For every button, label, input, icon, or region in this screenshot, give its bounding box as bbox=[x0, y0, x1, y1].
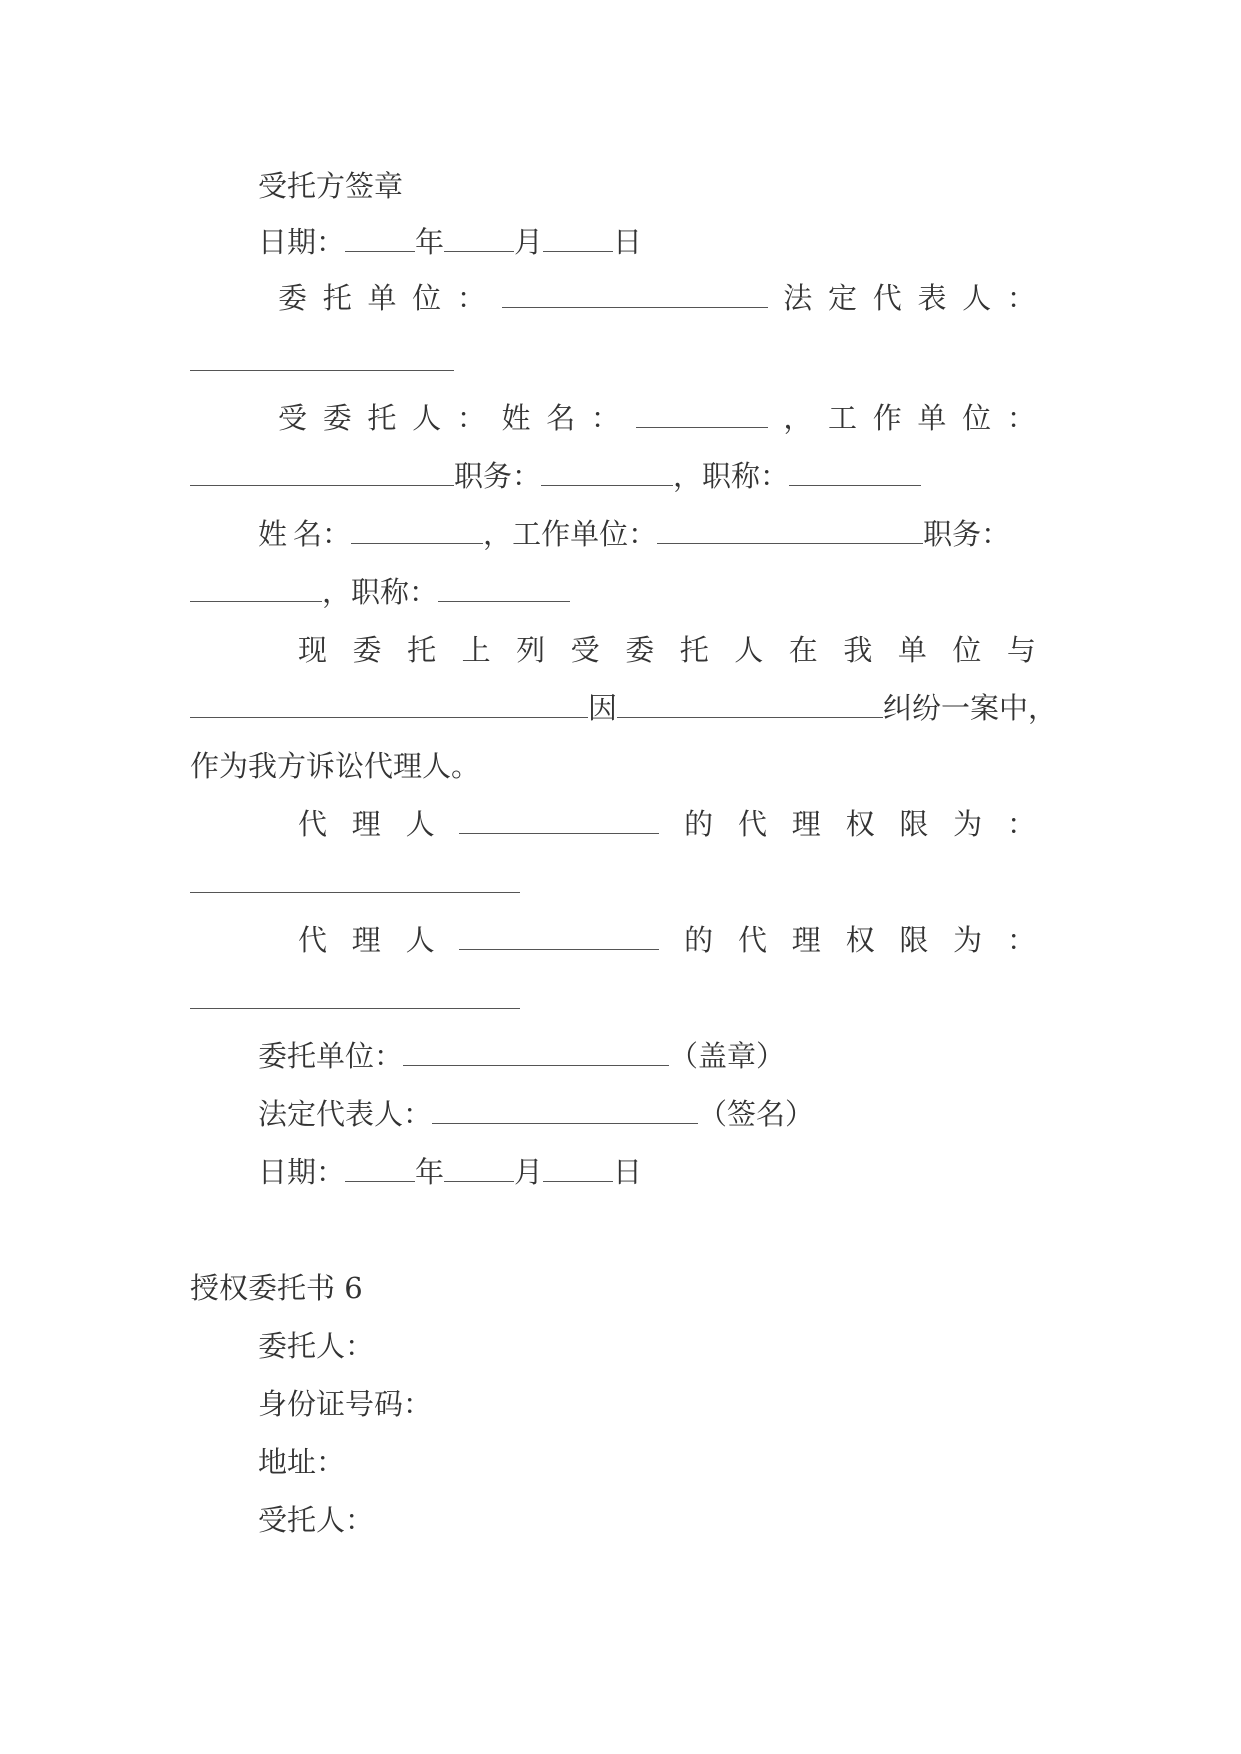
agent-label-char: ： bbox=[456, 401, 486, 435]
authority-char: 限 bbox=[899, 807, 929, 841]
authority-char: 权 bbox=[845, 807, 875, 841]
day-blank bbox=[543, 225, 613, 252]
agent-label-char: ： bbox=[590, 401, 620, 435]
date-line-2 bbox=[258, 1152, 642, 1192]
authority-char: ： bbox=[1006, 923, 1036, 957]
trustee-seal-line bbox=[258, 166, 403, 206]
agent-word-char: 代 bbox=[298, 807, 328, 841]
legal-rep-char: 法 bbox=[783, 281, 813, 315]
work-unit-char: ： bbox=[1006, 401, 1036, 435]
authority-char: 限 bbox=[899, 923, 929, 957]
entrust-char: 我 bbox=[843, 633, 873, 667]
entrust-char: 受 bbox=[570, 633, 600, 667]
entrust-char: 委 bbox=[625, 633, 655, 667]
date-label: 日期： bbox=[258, 225, 346, 259]
entrusting-unit-seal-line bbox=[258, 1036, 785, 1076]
day-blank bbox=[543, 1155, 613, 1182]
agent-line-1 bbox=[278, 398, 1036, 438]
work-unit-char: 单 bbox=[917, 401, 947, 435]
legal-rep-sign-line bbox=[258, 1094, 814, 1134]
authority-char: 理 bbox=[791, 807, 821, 841]
entrust-char: 托 bbox=[407, 633, 437, 667]
work-unit-char: 作 bbox=[872, 401, 902, 435]
entrusting-unit-char: 托 bbox=[322, 281, 352, 315]
agent-line-2 bbox=[190, 456, 921, 496]
legal-rep-sign-blank bbox=[432, 1097, 698, 1124]
opponent-blank bbox=[190, 691, 588, 718]
entrust-char: 位 bbox=[952, 633, 982, 667]
work-unit-label: 工作单位： bbox=[512, 517, 658, 551]
month-label: 月 bbox=[514, 225, 544, 259]
agent2-name-blank bbox=[351, 517, 483, 544]
year-blank bbox=[345, 225, 415, 252]
id-label: 身份证号码： bbox=[258, 1387, 433, 1421]
agent2-title-blank bbox=[438, 575, 570, 602]
entrust-char: 人 bbox=[734, 633, 764, 667]
sign-paren: （签名） bbox=[698, 1097, 815, 1131]
because-text: 因 bbox=[588, 691, 618, 725]
legal-rep-char: 定 bbox=[828, 281, 858, 315]
entrust-char: 与 bbox=[1006, 633, 1036, 667]
day-label: 日 bbox=[613, 1155, 643, 1189]
day-label: 日 bbox=[613, 225, 643, 259]
agent-label-char: 受 bbox=[278, 401, 308, 435]
agent-word-char: 人 bbox=[405, 923, 435, 957]
month-blank bbox=[444, 1155, 514, 1182]
title-blank bbox=[789, 459, 921, 486]
authority-line-1 bbox=[298, 804, 1036, 844]
entrusting-unit-blank bbox=[502, 281, 768, 308]
entrust-char: 单 bbox=[897, 633, 927, 667]
work-unit-char: 工 bbox=[828, 401, 858, 435]
position-label: 职务： bbox=[923, 517, 1011, 551]
year-label: 年 bbox=[415, 1155, 445, 1189]
authority-char: 为 bbox=[953, 923, 983, 957]
address-label: 地址： bbox=[258, 1445, 346, 1479]
authority2-blank bbox=[190, 1008, 520, 1009]
agent-label-char: 姓 bbox=[501, 401, 531, 435]
month-blank bbox=[444, 225, 514, 252]
agent-word-char: 理 bbox=[351, 923, 381, 957]
year-label: 年 bbox=[415, 225, 445, 259]
section-title bbox=[190, 1268, 363, 1308]
address-line bbox=[258, 1442, 345, 1482]
authority-char: 为 bbox=[953, 807, 983, 841]
section-title-text: 授权委托书 6 bbox=[190, 1271, 363, 1305]
entrusting-unit-char: ： bbox=[456, 281, 486, 315]
agent2-position-blank bbox=[190, 575, 322, 602]
agent2-work-unit-blank bbox=[657, 517, 923, 544]
position-blank bbox=[541, 459, 673, 486]
year-blank bbox=[345, 1155, 415, 1182]
entrust-char: 上 bbox=[461, 633, 491, 667]
entrusting-unit-char: 单 bbox=[367, 281, 397, 315]
name-label-char: ： bbox=[322, 517, 352, 551]
authority1-blank bbox=[190, 892, 520, 893]
comma: ， bbox=[783, 401, 813, 435]
date-line-1 bbox=[258, 222, 642, 262]
name-label-char: 姓 bbox=[258, 517, 288, 551]
entrusting-unit-label: 委托单位： bbox=[258, 1039, 404, 1073]
agent-label-char: 托 bbox=[367, 401, 397, 435]
authority-char: ： bbox=[1006, 807, 1036, 841]
authority-char: 代 bbox=[737, 807, 767, 841]
entrusting-unit-line bbox=[278, 278, 1036, 318]
agent-name-blank bbox=[636, 401, 768, 428]
agent-word-char: 代 bbox=[298, 923, 328, 957]
dispute-line bbox=[190, 688, 1057, 728]
legal-rep-char: 代 bbox=[872, 281, 902, 315]
entrust-char: 列 bbox=[516, 633, 546, 667]
legal-rep-char: 表 bbox=[917, 281, 947, 315]
entrust-char: 在 bbox=[788, 633, 818, 667]
entrusting-unit-char: 委 bbox=[278, 281, 308, 315]
authority-char: 的 bbox=[684, 923, 714, 957]
legal-rep-blank bbox=[190, 370, 454, 371]
authority-char: 权 bbox=[845, 923, 875, 957]
entrusting-unit-char: 位 bbox=[412, 281, 442, 315]
work-unit-blank bbox=[190, 459, 454, 486]
date-label: 日期： bbox=[258, 1155, 346, 1189]
as-agent-text: 作为我方诉讼代理人。 bbox=[190, 749, 481, 783]
agent2-blank bbox=[459, 923, 659, 950]
agent-word-char: 人 bbox=[405, 807, 435, 841]
trustee-seal-text: 受托方签章 bbox=[258, 169, 404, 203]
entrust-char: 委 bbox=[352, 633, 382, 667]
authority-char: 的 bbox=[684, 807, 714, 841]
agent2-line-1 bbox=[258, 514, 1010, 554]
work-unit-char: 位 bbox=[962, 401, 992, 435]
authority-char: 理 bbox=[791, 923, 821, 957]
agent2-line-2 bbox=[190, 572, 570, 612]
entrusting-unit-seal-blank bbox=[403, 1039, 669, 1066]
agent-label-char: 名 bbox=[546, 401, 576, 435]
dispute-blank bbox=[617, 691, 883, 718]
entrust-char: 托 bbox=[679, 633, 709, 667]
agent-label-char: 人 bbox=[412, 401, 442, 435]
agent-word-char: 理 bbox=[351, 807, 381, 841]
authority-line-2 bbox=[298, 920, 1036, 960]
authority-char: 代 bbox=[737, 923, 767, 957]
legal-rep-char: 人 bbox=[962, 281, 992, 315]
entrust-char: 现 bbox=[298, 633, 328, 667]
month-label: 月 bbox=[514, 1155, 544, 1189]
name-label-char: 名 bbox=[293, 517, 323, 551]
title-label: 职称： bbox=[702, 459, 790, 493]
trustee-label: 受托人： bbox=[258, 1503, 375, 1537]
seal-paren: （盖章） bbox=[669, 1039, 786, 1073]
principal-line bbox=[258, 1326, 374, 1366]
comma: ， bbox=[322, 575, 352, 609]
agent1-blank bbox=[459, 807, 659, 834]
legal-rep-char: ： bbox=[1006, 281, 1036, 315]
title-label: 职称： bbox=[351, 575, 439, 609]
comma: ， bbox=[483, 517, 513, 551]
entrust-line bbox=[298, 630, 1036, 670]
principal-label: 委托人： bbox=[258, 1329, 375, 1363]
legal-rep-label: 法定代表人： bbox=[258, 1097, 433, 1131]
position-label: 职务： bbox=[454, 459, 542, 493]
dispute-text: 纠纷一案中， bbox=[883, 691, 1058, 725]
as-agent-line bbox=[190, 746, 480, 786]
comma: ， bbox=[673, 459, 703, 493]
id-line bbox=[258, 1384, 432, 1424]
trustee-line bbox=[258, 1500, 374, 1540]
agent-label-char: 委 bbox=[322, 401, 352, 435]
